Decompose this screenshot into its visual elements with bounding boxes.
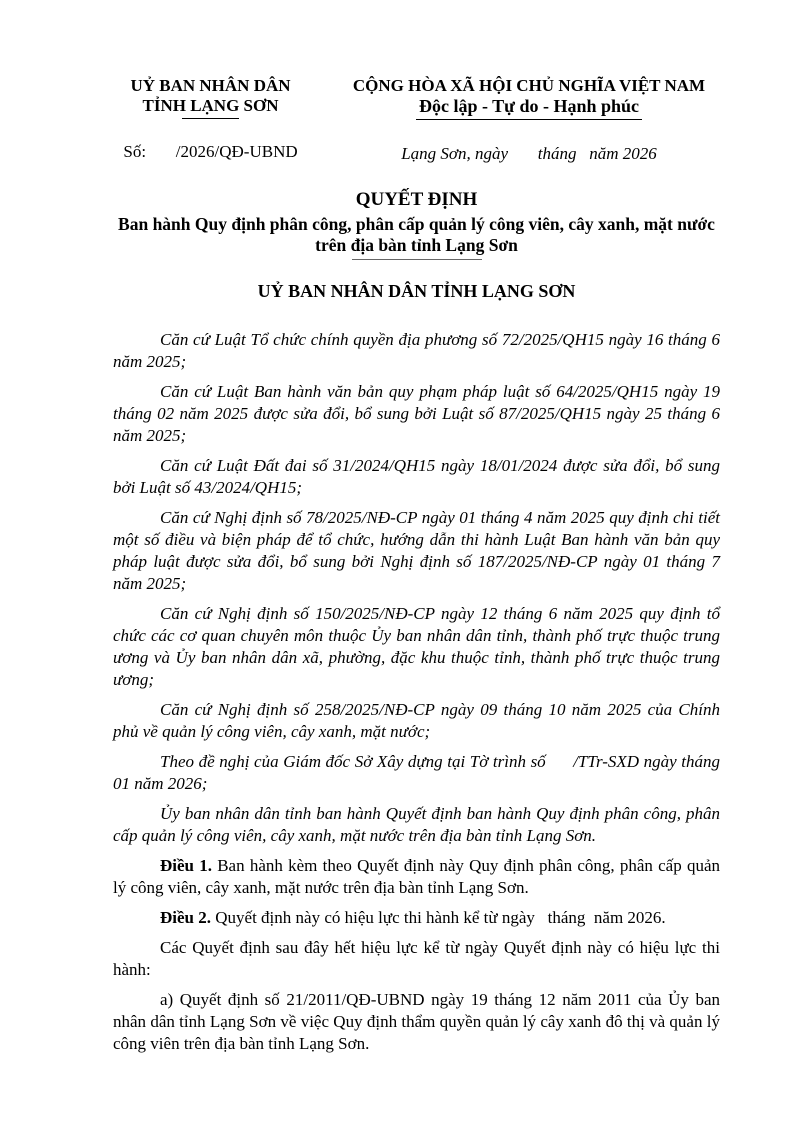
article-1-label: Điều 1.: [160, 856, 212, 875]
repeal-intro-paragraph: Các Quyết định sau đây hết hiệu lực kể từ ngày Quyết định này có hiệu lực thi hành:: [113, 938, 720, 979]
article-1: [113, 855, 720, 899]
title-block: [113, 188, 720, 302]
recital-paragraph-6: Căn cứ Nghị định số 258/2025/NĐ-CP ngày 09 tháng 10 năm 2025 của Chính phủ về quản lý công viên, cây xanh, mặt nước;: [113, 700, 720, 741]
document-header: [113, 76, 720, 164]
article-2-label: Điều 2.: [160, 908, 211, 927]
issuer-name: UỶ BAN NHÂN DÂN: [130, 76, 291, 95]
issuer-underline: [182, 118, 239, 119]
subject-underline: [352, 259, 482, 260]
document-body: [113, 329, 720, 1055]
issuer-province: TỈNH LẠNG SƠN: [142, 96, 279, 115]
recital-paragraph-5: Căn cứ Nghị định số 150/2025/NĐ-CP ngày 12 tháng 6 năm 2025 quy định tổ chức các cơ quan chuyên môn thuộc Ủy ban nhân dân tỉnh, thành phố trực thuộc trung ương và Ủy ban nhân dân xã, phường, đặc khu thuộc tỉnh, thành phố trực thuộc trung ương;: [113, 604, 720, 689]
national-header-block: [338, 76, 720, 164]
issuing-authority-block: [113, 76, 308, 162]
recital-paragraph-2: Căn cứ Luật Ban hành văn bản quy phạm pháp luật số 64/2025/QH15 ngày 19 tháng 02 năm 2025 được sửa đổi, bổ sung bởi Luật số 87/2025/QH15 ngày 25 tháng 6 năm 2025;: [113, 382, 720, 445]
recital-paragraph-3: Căn cứ Luật Đất đai số 31/2024/QH15 ngày 18/01/2024 được sửa đổi, bổ sung bởi Luật số 43/2024/QH15;: [113, 456, 720, 497]
recital-paragraph-4: Căn cứ Nghị định số 78/2025/NĐ-CP ngày 01 tháng 4 năm 2025 quy định chi tiết một số điều và biện pháp để tổ chức, hướng dẫn thi hành Luật Ban hành văn bản quy pháp luật được sửa đổi, bổ sung bởi Nghị định số 187/2025/NĐ-CP ngày 01 tháng 7 năm 2025;: [113, 508, 720, 593]
enacting-clause: Ủy ban nhân dân tỉnh ban hành Quyết định ban hành Quy định phân công, phân cấp quản lý công viên, cây xanh, mặt nước trên địa bàn tỉnh Lạng Sơn.: [113, 804, 720, 845]
document-number: Số: /2026/QĐ-UBND: [123, 142, 298, 161]
place-date-line: Lạng Sơn, ngày tháng năm 2026: [401, 144, 657, 163]
article-1-text: Ban hành kèm theo Quyết định này Quy định phân công, phân cấp quản lý công viên, cây xanh, mặt nước trên địa bàn tỉnh Lạng Sơn.: [113, 856, 720, 897]
deciding-authority: UỶ BAN NHÂN DÂN TỈNH LẠNG SƠN: [257, 281, 576, 301]
article-2: [113, 907, 720, 929]
national-name: CỘNG HÒA XÃ HỘI CHỦ NGHĨA VIỆT NAM: [352, 76, 706, 95]
document-subject: Ban hành Quy định phân công, phân cấp quản lý công viên, cây xanh, mặt nước trên địa bàn tỉnh Lạng Sơn: [118, 214, 715, 255]
national-motto: Độc lập - Tự do - Hạnh phúc: [416, 96, 642, 120]
article-2-text: Quyết định này có hiệu lực thi hành kể từ ngày tháng năm 2026.: [211, 908, 666, 927]
repealed-decision-item-a: a) Quyết định số 21/2011/QĐ-UBND ngày 19 tháng 12 năm 2011 của Ủy ban nhân dân tỉnh Lạng Sơn về việc Quy định thẩm quyền quản lý cây xanh đô thị và quản lý công viên trên địa bàn tỉnh Lạng Sơn.: [113, 990, 720, 1053]
document-type-title: QUYẾT ĐỊNH: [355, 189, 478, 210]
recital-paragraph-1: Căn cứ Luật Tổ chức chính quyền địa phương số 72/2025/QH15 ngày 16 tháng 6 năm 2025;: [113, 330, 720, 371]
recital-paragraph-7: Theo đề nghị của Giám đốc Sở Xây dựng tại Tờ trình số /TTr-SXD ngày tháng 01 năm 2026;: [113, 752, 720, 793]
